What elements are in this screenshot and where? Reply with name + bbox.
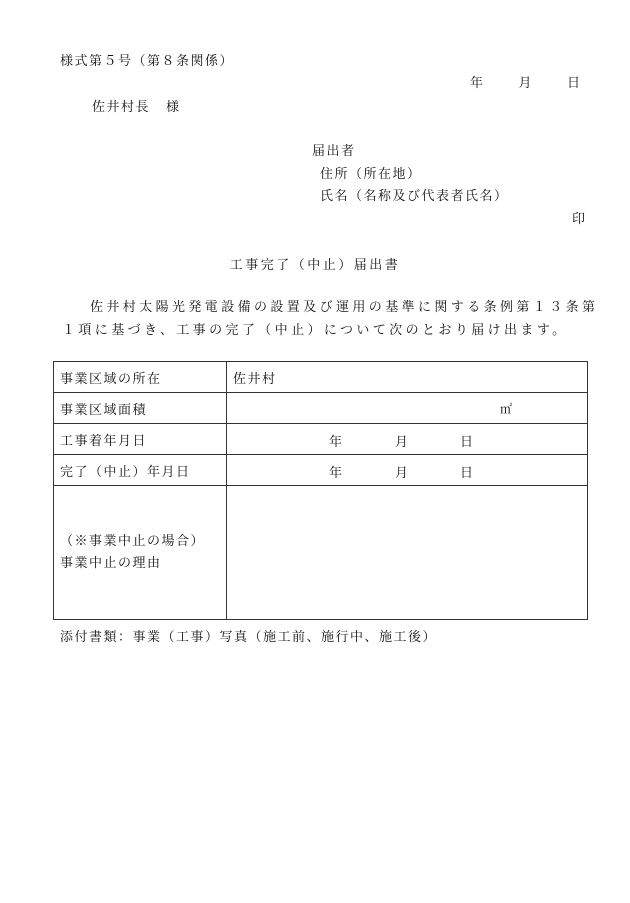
- addressee-honorific: 様: [166, 100, 181, 115]
- submission-date-line: [470, 72, 582, 91]
- table-row: [54, 486, 588, 620]
- notifier-heading: 届出者: [312, 144, 356, 159]
- end-year: 年: [329, 466, 344, 481]
- table-row: [54, 393, 588, 424]
- date-year-label: 年: [470, 76, 485, 91]
- start-date-value: [227, 424, 588, 455]
- table-row: [54, 455, 588, 486]
- seal-mark: 印: [572, 212, 587, 227]
- attachments-note: 添付書類：事業（工事）写真（施工前、施行中、施工後）: [60, 630, 438, 645]
- reason-label-note: （※事業中止の場合）: [60, 533, 206, 549]
- notifier-name-label: 氏名（名称及び代表者氏名）: [320, 189, 509, 204]
- notifier-address-label: 住所（所在地）: [320, 167, 422, 182]
- start-year: 年: [329, 435, 344, 450]
- date-month-label: 月: [518, 76, 534, 91]
- addressee-name: 佐井村長: [92, 100, 151, 115]
- reason-label-title: 事業中止の理由: [60, 555, 162, 571]
- start-month: 月: [395, 435, 410, 450]
- end-date-label: 完了（中止）年月日: [54, 455, 227, 486]
- location-label: 事業区域の所在: [54, 362, 227, 393]
- form-number: 様式第５号（第８条関係）: [60, 54, 235, 69]
- info-table: [53, 361, 588, 620]
- table-row: [54, 362, 588, 393]
- date-day-label: 日: [567, 76, 582, 91]
- start-date-label: 工事着年月日: [54, 424, 227, 455]
- area-unit: ㎡: [500, 401, 514, 416]
- area-label: 事業区域面積: [54, 393, 227, 424]
- reason-label: [54, 486, 227, 620]
- start-day: 日: [460, 435, 475, 450]
- document-title: 工事完了（中止）届出書: [229, 258, 401, 273]
- area-value: [227, 393, 588, 424]
- end-date-value: [227, 455, 588, 486]
- end-month: 月: [395, 466, 410, 481]
- location-value: 佐井村: [227, 362, 588, 393]
- end-day: 日: [460, 466, 475, 481]
- table-row: [54, 424, 588, 455]
- body-text: 佐井村太陽光発電設備の設置及び運用の基準に関する条例第１３条第１項に基づき、工事の完了（中止）について次のとおり届け出ます。: [62, 300, 599, 338]
- addressee: [92, 96, 181, 115]
- reason-value: [227, 486, 588, 620]
